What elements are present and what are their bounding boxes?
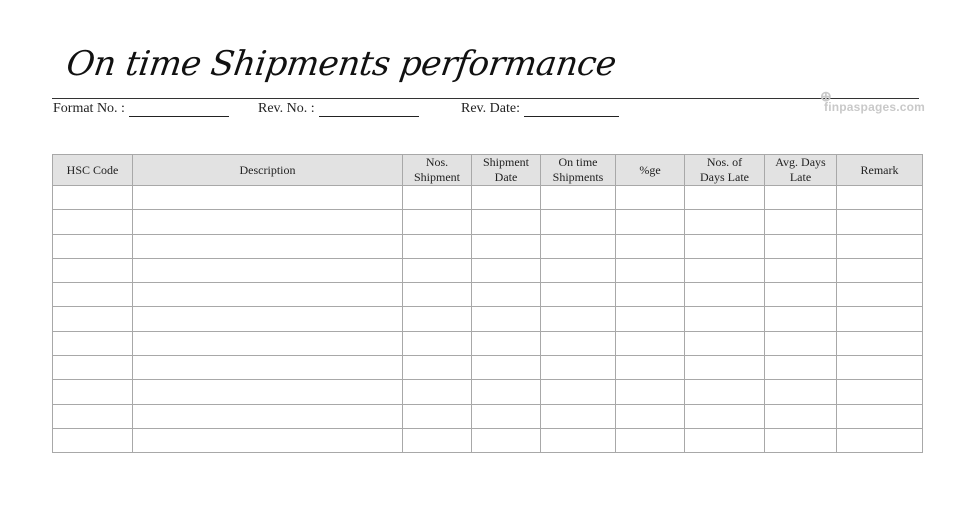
table-cell-description[interactable] (133, 283, 403, 307)
table-cell-description[interactable] (133, 356, 403, 380)
table-cell-days-late[interactable] (685, 428, 765, 452)
table-cell-on-time-shipments[interactable] (541, 307, 616, 331)
table-cell-percentage[interactable] (616, 356, 685, 380)
table-cell-percentage[interactable] (616, 258, 685, 282)
table-row (53, 186, 923, 210)
revision-number-field (258, 101, 419, 117)
table-cell-percentage[interactable] (616, 186, 685, 210)
table-cell-nos-shipment[interactable] (403, 307, 472, 331)
column-header-description: Description (133, 155, 403, 186)
table-row (53, 331, 923, 355)
table-cell-on-time-shipments[interactable] (541, 234, 616, 258)
table-cell-hsc-code[interactable] (53, 331, 133, 355)
table-cell-hsc-code[interactable] (53, 283, 133, 307)
table-cell-description[interactable] (133, 404, 403, 428)
table-cell-description[interactable] (133, 186, 403, 210)
table-cell-days-late[interactable] (685, 234, 765, 258)
table-cell-avg-days-late[interactable] (765, 428, 837, 452)
table-header-row (53, 155, 923, 186)
table-cell-avg-days-late[interactable] (765, 356, 837, 380)
table-cell-remark[interactable] (837, 186, 923, 210)
document-title: On time Shipments performance (64, 44, 619, 84)
table-cell-hsc-code[interactable] (53, 210, 133, 234)
table-cell-avg-days-late[interactable] (765, 234, 837, 258)
table-cell-days-late[interactable] (685, 307, 765, 331)
table-cell-percentage[interactable] (616, 331, 685, 355)
table-cell-shipment-date[interactable] (472, 428, 541, 452)
table-row (53, 404, 923, 428)
table-cell-description[interactable] (133, 258, 403, 282)
table-cell-shipment-date[interactable] (472, 404, 541, 428)
table-cell-hsc-code[interactable] (53, 258, 133, 282)
shipments-table (52, 154, 923, 453)
table-cell-percentage[interactable] (616, 210, 685, 234)
table-cell-shipment-date[interactable] (472, 380, 541, 404)
column-header-remark: Remark (837, 155, 923, 186)
table-row (53, 210, 923, 234)
table-cell-remark[interactable] (837, 356, 923, 380)
table-cell-on-time-shipments[interactable] (541, 210, 616, 234)
table-row (53, 428, 923, 452)
revision-number-label: Rev. No. : (258, 101, 315, 116)
table-cell-percentage[interactable] (616, 380, 685, 404)
table-cell-description[interactable] (133, 331, 403, 355)
table-cell-description[interactable] (133, 380, 403, 404)
table-cell-remark[interactable] (837, 258, 923, 282)
table-row (53, 380, 923, 404)
table-row (53, 283, 923, 307)
table-cell-remark[interactable] (837, 234, 923, 258)
table-row (53, 307, 923, 331)
table-cell-days-late[interactable] (685, 186, 765, 210)
table-cell-nos-shipment[interactable] (403, 356, 472, 380)
table-cell-days-late[interactable] (685, 404, 765, 428)
table-cell-percentage[interactable] (616, 428, 685, 452)
revision-date-blank[interactable] (524, 102, 619, 117)
table-cell-avg-days-late[interactable] (765, 331, 837, 355)
table-cell-percentage[interactable] (616, 234, 685, 258)
table-cell-remark[interactable] (837, 307, 923, 331)
column-header-on-time-shipments: On time Shipments (541, 155, 616, 186)
table-cell-days-late[interactable] (685, 258, 765, 282)
revision-number-blank[interactable] (319, 102, 419, 117)
column-header-days-late: Nos. of Days Late (685, 155, 765, 186)
format-number-field (53, 101, 229, 117)
table-cell-percentage[interactable] (616, 404, 685, 428)
table-cell-on-time-shipments[interactable] (541, 186, 616, 210)
title-divider (52, 98, 919, 99)
watermark-text: finpaspages.com (824, 100, 926, 114)
table-cell-on-time-shipments[interactable] (541, 331, 616, 355)
revision-date-field (461, 101, 619, 117)
table-cell-description[interactable] (133, 234, 403, 258)
table-cell-on-time-shipments[interactable] (541, 258, 616, 282)
table-body (53, 186, 923, 453)
format-number-blank[interactable] (129, 102, 229, 117)
table-cell-avg-days-late[interactable] (765, 283, 837, 307)
table-cell-remark[interactable] (837, 404, 923, 428)
table-cell-on-time-shipments[interactable] (541, 428, 616, 452)
format-number-label: Format No. : (53, 101, 125, 116)
table-cell-avg-days-late[interactable] (765, 186, 837, 210)
table-cell-on-time-shipments[interactable] (541, 356, 616, 380)
column-header-hsc-code: HSC Code (53, 155, 133, 186)
table-cell-description[interactable] (133, 307, 403, 331)
table-cell-shipment-date[interactable] (472, 356, 541, 380)
table-cell-nos-shipment[interactable] (403, 404, 472, 428)
table-row (53, 356, 923, 380)
table-cell-avg-days-late[interactable] (765, 307, 837, 331)
table-cell-remark[interactable] (837, 210, 923, 234)
table-cell-shipment-date[interactable] (472, 307, 541, 331)
table-cell-nos-shipment[interactable] (403, 283, 472, 307)
table-cell-on-time-shipments[interactable] (541, 380, 616, 404)
table-cell-nos-shipment[interactable] (403, 210, 472, 234)
table-cell-description[interactable] (133, 428, 403, 452)
table-cell-nos-shipment[interactable] (403, 186, 472, 210)
column-header-percentage: %ge (616, 155, 685, 186)
column-header-shipment-date: Shipment Date (472, 155, 541, 186)
table-cell-shipment-date[interactable] (472, 283, 541, 307)
table-cell-hsc-code[interactable] (53, 404, 133, 428)
table-cell-shipment-date[interactable] (472, 234, 541, 258)
table-cell-hsc-code[interactable] (53, 307, 133, 331)
revision-date-label: Rev. Date: (461, 101, 520, 116)
table-cell-days-late[interactable] (685, 283, 765, 307)
table-cell-hsc-code[interactable] (53, 356, 133, 380)
table-cell-nos-shipment[interactable] (403, 258, 472, 282)
table-cell-hsc-code[interactable] (53, 380, 133, 404)
table-cell-on-time-shipments[interactable] (541, 283, 616, 307)
table-cell-days-late[interactable] (685, 380, 765, 404)
table-cell-nos-shipment[interactable] (403, 380, 472, 404)
table-cell-days-late[interactable] (685, 331, 765, 355)
table-cell-on-time-shipments[interactable] (541, 404, 616, 428)
table-cell-description[interactable] (133, 210, 403, 234)
table-cell-nos-shipment[interactable] (403, 428, 472, 452)
table-cell-percentage[interactable] (616, 307, 685, 331)
table-cell-remark[interactable] (837, 380, 923, 404)
table-cell-shipment-date[interactable] (472, 331, 541, 355)
table-cell-nos-shipment[interactable] (403, 234, 472, 258)
table-cell-remark[interactable] (837, 428, 923, 452)
table-cell-shipment-date[interactable] (472, 210, 541, 234)
table-cell-days-late[interactable] (685, 210, 765, 234)
table-cell-avg-days-late[interactable] (765, 404, 837, 428)
table-cell-hsc-code[interactable] (53, 428, 133, 452)
column-header-nos-shipment: Nos. Shipment (403, 155, 472, 186)
table-row (53, 234, 923, 258)
table-cell-percentage[interactable] (616, 283, 685, 307)
table-cell-avg-days-late[interactable] (765, 258, 837, 282)
table-cell-days-late[interactable] (685, 356, 765, 380)
table-cell-shipment-date[interactable] (472, 258, 541, 282)
crosshair-icon: ⊕ (820, 88, 832, 104)
table-cell-hsc-code[interactable] (53, 186, 133, 210)
table-cell-avg-days-late[interactable] (765, 380, 837, 404)
column-header-avg-days-late: Avg. Days Late (765, 155, 837, 186)
table-cell-nos-shipment[interactable] (403, 331, 472, 355)
table-cell-hsc-code[interactable] (53, 234, 133, 258)
table-cell-avg-days-late[interactable] (765, 210, 837, 234)
table-cell-remark[interactable] (837, 283, 923, 307)
table-row (53, 258, 923, 282)
table-cell-shipment-date[interactable] (472, 186, 541, 210)
table-cell-remark[interactable] (837, 331, 923, 355)
